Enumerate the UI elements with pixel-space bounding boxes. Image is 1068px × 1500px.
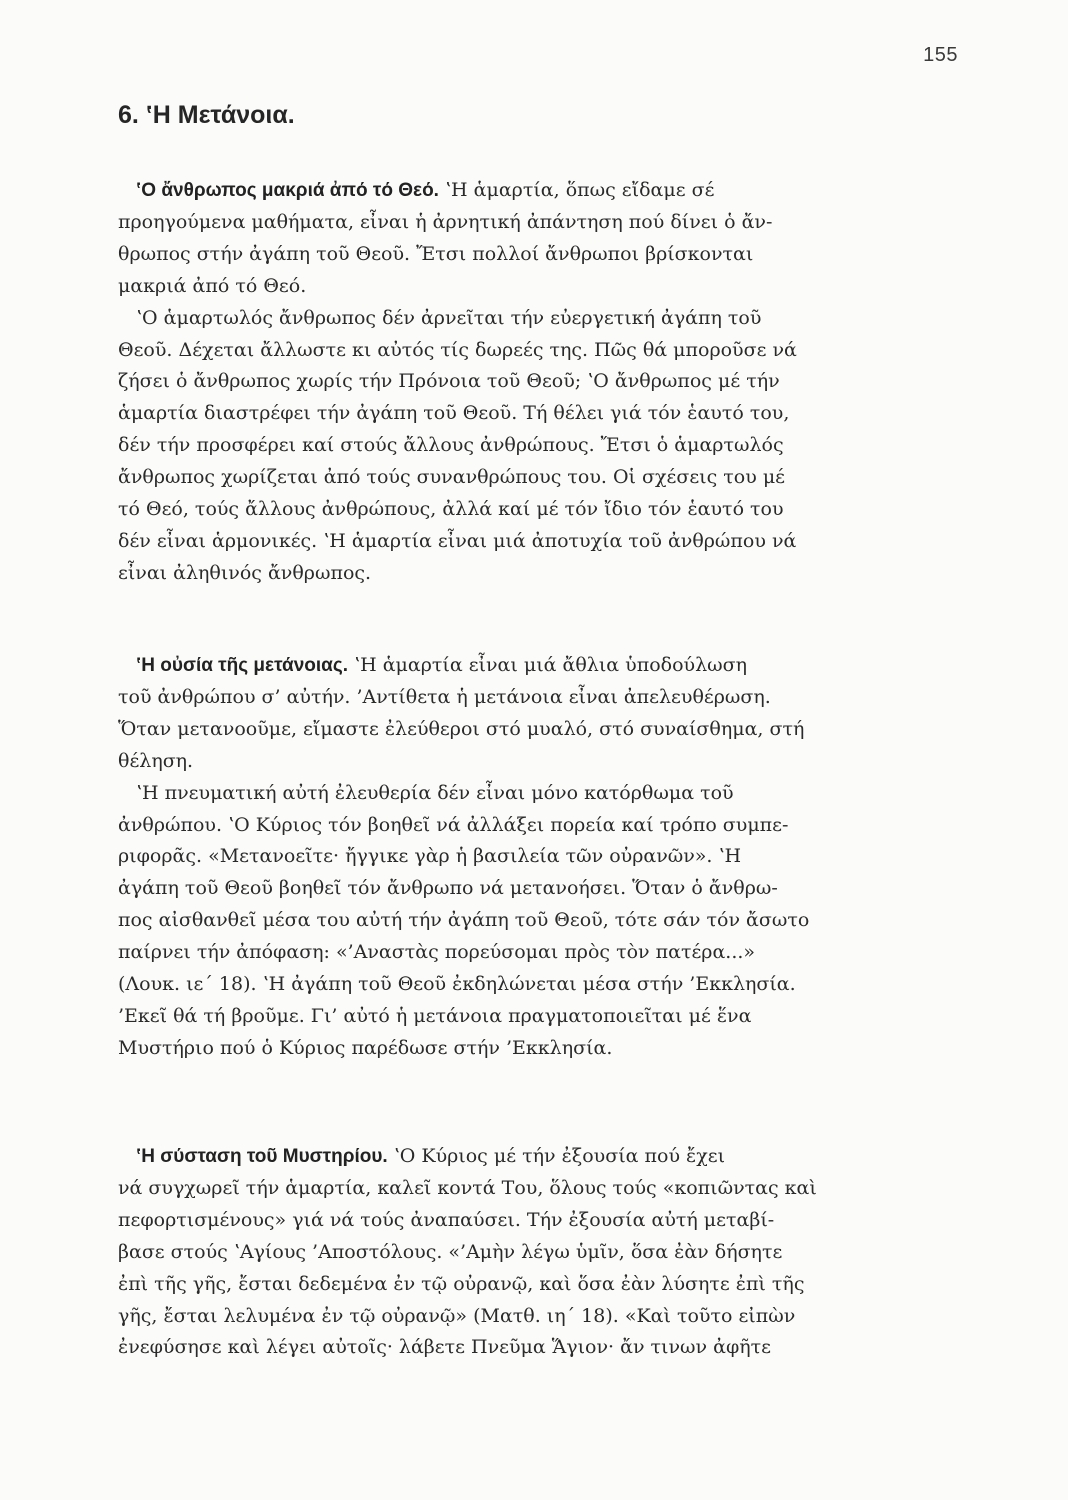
text-line: ριφορᾶς. «Μετανοεῖτε· ἤγγικε γὰρ ἡ βασιλεία τῶν οὐρανῶν». ʽΗ [118, 845, 742, 868]
text-line: γῆς, ἔσται λελυμένα ἐν τῷ οὐρανῷ» (Ματθ. ιη΄ 18). «Καὶ τοῦτο εἰπὼν [118, 1304, 796, 1327]
text-line: ἐνεφύσησε καὶ λέγει αὐτοῖς· λάβετε Πνεῦμα Ἅγιον· ἄν τινων ἀφῆτε [118, 1336, 772, 1359]
text-line: τό Θεό, τούς ἄλλους ἀνθρώπους, ἀλλά καί μέ τόν ἴδιο τόν ἑαυτό του [118, 498, 784, 521]
text-line-rest: ʽΗ ἁμαρτία εἶναι μιά ἄθλια ὑποδούλωση [348, 654, 747, 676]
text-line: Ὅταν μετανοοῦμε, εἴμαστε ἐλεύθεροι στό μυαλό, στό συναίσθημα, στή [118, 717, 805, 740]
text-line: ’Εκεῖ θά τή βροῦμε. Γι’ αὐτό ἡ μετάνοια πραγματοποιεῖται μέ ἕνα [118, 1004, 752, 1027]
text-line [118, 1141, 956, 1173]
text-line: δέν εἶναι ἁρμονικές. ʽΗ ἁμαρτία εἶναι μιά ἀποτυχία τοῦ ἀνθρώπου νά [118, 529, 797, 552]
text-line: ἁμαρτία διαστρέφει τήν ἀγάπη τοῦ Θεοῦ. Τή θέλει γιά τόν ἑαυτό του, [118, 402, 790, 425]
page-number: 155 [923, 44, 958, 66]
text-line-rest: ʽΗ ἁμαρτία, ὅπως εἴδαμε σέ [438, 179, 715, 201]
text-line: ἄνθρωπος χωρίζεται ἀπό τούς συνανθρώπους του. Οἱ σχέσεις του μέ [118, 466, 786, 489]
text-line: (Λουκ. ιε΄ 18). ʽΗ ἀγάπη τοῦ Θεοῦ ἐκδηλώνεται μέσα στήν ’Εκκλησία. [118, 973, 796, 996]
text-line: θρωπος στήν ἀγάπη τοῦ Θεοῦ. Ἔτσι πολλοί ἄνθρωποι βρίσκονται [118, 242, 754, 265]
section-heading: ʽΟ ἄνθρωπος μακριά ἀπό τό Θεό. [136, 180, 439, 201]
text-line: τοῦ ἀνθρώπου σ’ αὐτήν. ’Αντίθετα ἡ μετάνοια εἶναι ἀπελευθέρωση. [118, 685, 771, 708]
text-line: δέν τήν προσφέρει καί στούς ἄλλους ἀνθρώπους. Ἔτσι ὁ ἁμαρτωλός [118, 434, 784, 457]
text-line: ἀγάπη τοῦ Θεοῦ βοηθεῖ τόν ἄνθρωπο νά μετανοήσει. Ὅταν ὁ ἄνθρω- [118, 877, 778, 900]
text-line: θέληση. [118, 749, 194, 772]
text-line: παίρνει τήν ἀπόφαση: «’Αναστὰς πορεύσομαι πρὸς τὸν πατέρα...» [118, 941, 756, 964]
text-line: πος αἰσθανθεῖ μέσα του αὐτή τήν ἀγάπη τοῦ Θεοῦ, τότε σάν τόν ἄσωτο [118, 909, 810, 932]
text-line-rest: ʽΟ Κύριος μέ τήν ἐξουσία πού ἔχει [387, 1145, 726, 1167]
section-man-far-from-god [118, 175, 956, 590]
paragraph [118, 650, 956, 1065]
text-line: εἶναι ἀληθινός ἄνθρωπος. [118, 561, 372, 584]
text-line: ʽΗ πνευματική αὐτή ἐλευθερία δέν εἶναι μόνο κατόρθωμα τοῦ [136, 781, 734, 804]
text-line: Θεοῦ. Δέχεται ἄλλωστε κι αὐτός τίς δωρεές της. Πῶς θά μποροῦσε νά [118, 338, 797, 361]
paragraph [118, 1141, 956, 1364]
text-line [118, 175, 956, 207]
text-line: Μυστήριο πού ὁ Κύριος παρέδωσε στήν ’Εκκλησία. [118, 1036, 613, 1059]
text-line: ζήσει ὁ ἄνθρωπος χωρίς τήν Πρόνοια τοῦ Θεοῦ; ʽΟ ἄνθρωπος μέ τήν [118, 370, 780, 393]
section-heading: ʽΗ σύσταση τοῦ Μυστηρίου. [136, 1146, 388, 1167]
text-line: ʽΟ ἁμαρτωλός ἄνθρωπος δέν ἀρνεῖται τήν εὐεργετική ἀγάπη τοῦ [136, 306, 762, 329]
text-line: ἀνθρώπου. ʽΟ Κύριος τόν βοηθεῖ νά ἀλλάξει πορεία καί τρόπο συμπε- [118, 813, 789, 836]
text-line: πεφορτισμένους» γιά νά τούς ἀναπαύσει. Τήν ἐξουσία αὐτή μεταβί- [118, 1208, 775, 1231]
paragraph [118, 175, 956, 590]
section-institution-of-sacrament [118, 1141, 956, 1364]
text-line: προηγούμενα μαθήματα, εἶναι ἡ ἀρνητική ἀπάντηση πού δίνει ὁ ἄν- [118, 210, 773, 233]
section-heading: ʽΗ οὐσία τῆς μετάνοιας. [136, 655, 348, 676]
text-line: μακριά ἀπό τό Θεό. [118, 274, 307, 297]
text-line: βασε στούς ʽΑγίους ’Αποστόλους. «’Αμὴν λέγω ὑμῖν, ὅσα ἐὰν δήσητε [118, 1240, 783, 1263]
section-essence-of-repentance [118, 650, 956, 1065]
text-line [118, 650, 956, 682]
chapter-title: 6. ʽΗ Μετάνοια. [118, 101, 295, 129]
text-line: ἐπὶ τῆς γῆς, ἔσται δεδεμένα ἐν τῷ οὐρανῷ, καὶ ὅσα ἐὰν λύσητε ἐπὶ τῆς [118, 1272, 805, 1295]
text-line: νά συγχωρεῖ τήν ἁμαρτία, καλεῖ κοντά Του, ὅλους τούς «κοπιῶντας καὶ [118, 1176, 817, 1199]
